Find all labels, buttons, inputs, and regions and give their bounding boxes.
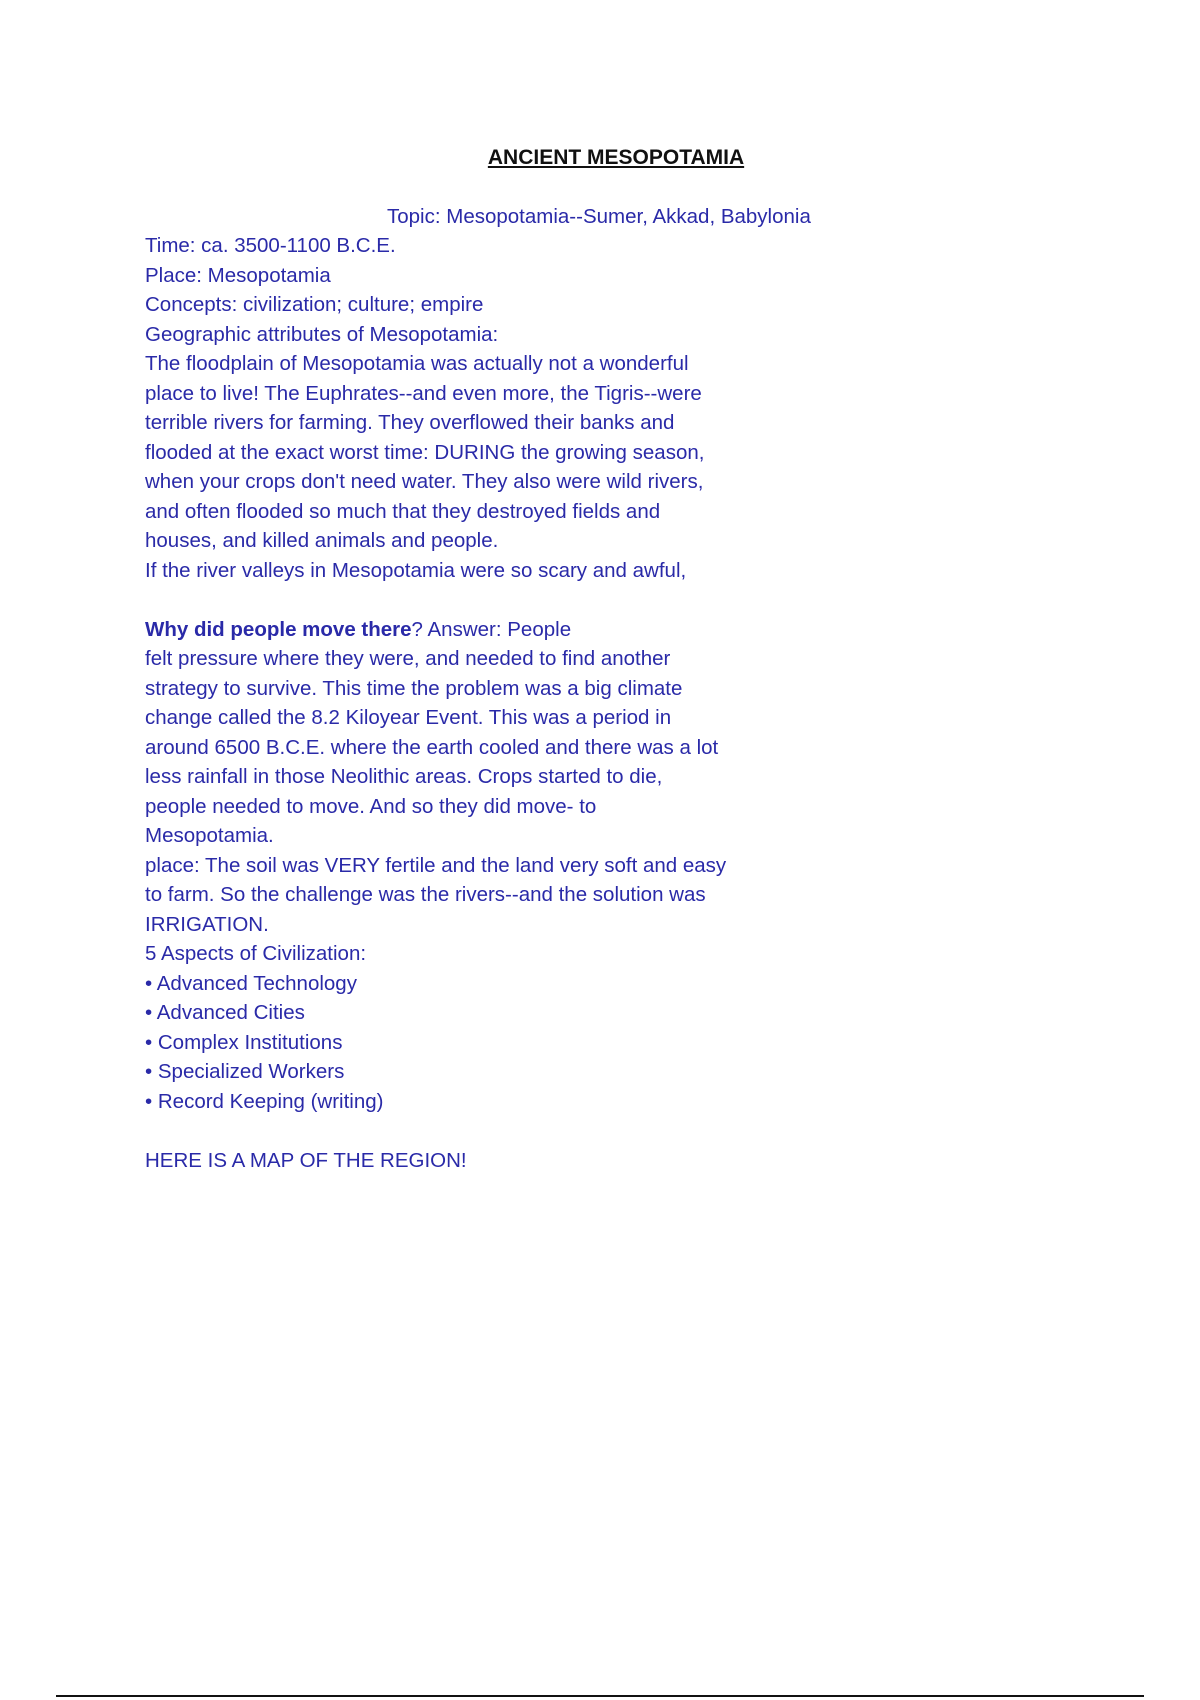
aspect-item: • Advanced Technology: [145, 971, 357, 995]
aspect-item: • Complex Institutions: [145, 1030, 343, 1054]
paragraph2-line: people needed to move. And so they did move- to: [145, 794, 597, 818]
paragraph1-line: terrible rivers for farming. They overflowed their banks and: [145, 411, 675, 434]
paragraph1-line: place to live! The Euphrates--and even more, the Tigris--were: [145, 381, 702, 405]
paragraph2-line: strategy to survive. This time the problem was a big climate: [145, 676, 683, 700]
paragraph2-line: IRRIGATION.: [145, 912, 269, 936]
aspect-item: • Specialized Workers: [145, 1060, 345, 1083]
paragraph1-line: The floodplain of Mesopotamia was actually not a wonderful: [145, 352, 689, 375]
question-line: [145, 615, 1045, 645]
paragraph1-line: houses, and killed animals and people.: [145, 529, 499, 552]
aspect-item: • Advanced Cities: [145, 1001, 305, 1024]
geo-heading: Geographic attributes of Mesopotamia:: [145, 322, 499, 346]
paragraph1-line: If the river valleys in Mesopotamia were so scary and awful,: [145, 558, 687, 582]
place-line: Place: Mesopotamia: [145, 263, 331, 287]
map-note: HERE IS A MAP OF THE REGION!: [145, 1148, 467, 1172]
paragraph2-line: less rainfall in those Neolithic areas. Crops started to die,: [145, 765, 663, 788]
blank-line: [145, 585, 1045, 615]
aspect-item: • Record Keeping (writing): [145, 1089, 384, 1113]
paragraph1-line: and often flooded so much that they destroyed fields and: [145, 499, 661, 523]
paragraph2-line: around 6500 B.C.E. where the earth cooled and there was a lot: [145, 735, 719, 759]
paragraph1-line: when your crops don't need water. They also were wild rivers,: [145, 470, 704, 493]
paragraph2-line: change called the 8.2 Kiloyear Event. This was a period in: [145, 706, 672, 729]
paragraph1-line: flooded at the exact worst time: DURING the growing season,: [145, 440, 705, 464]
document-body: [145, 231, 1045, 1175]
concepts-line: Concepts: civilization; culture; empire: [145, 293, 484, 316]
question-bold: Why did people move there: [145, 617, 412, 641]
paragraph2-line: Mesopotamia.: [145, 824, 274, 847]
aspects-heading: 5 Aspects of Civilization:: [145, 942, 367, 965]
blank-line: [145, 1116, 1045, 1146]
time-line: Time: ca. 3500-1100 B.C.E.: [145, 234, 396, 257]
paragraph2-line: to farm. So the challenge was the rivers--and the solution was: [145, 883, 706, 906]
footer-divider: [56, 1695, 1144, 1697]
question-answer-start: ? Answer: People: [411, 617, 572, 641]
document-title: ANCIENT MESOPOTAMIA: [487, 146, 745, 169]
topic-line: Topic: Mesopotamia--Sumer, Akkad, Babylonia: [387, 205, 811, 228]
paragraph2-line: place: The soil was VERY fertile and the land very soft and easy: [145, 853, 727, 877]
paragraph2-line: felt pressure where they were, and needed to find another: [145, 647, 671, 670]
